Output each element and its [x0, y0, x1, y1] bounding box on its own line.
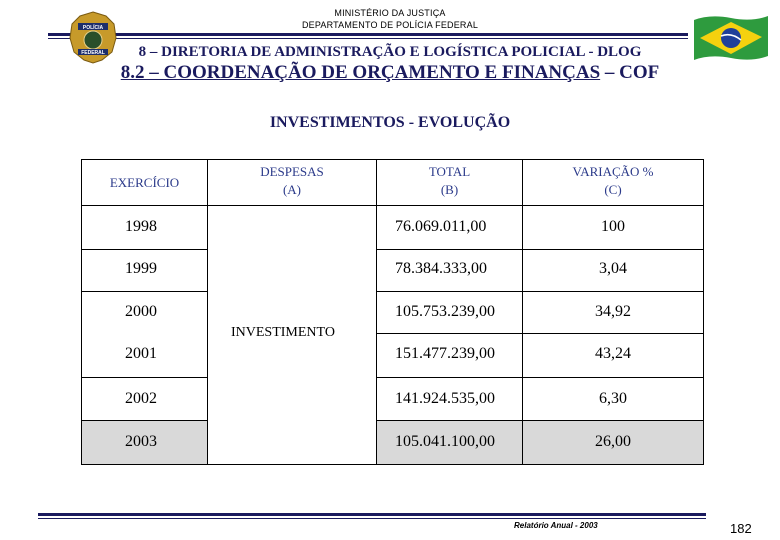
header-despesas	[207, 163, 377, 199]
row-variation: 34,92	[595, 303, 631, 320]
header-rule	[48, 33, 688, 36]
header-variacao-code: (C)	[604, 182, 622, 197]
row-divider	[81, 291, 208, 292]
row-variation: 26,00	[595, 433, 631, 450]
header-despesas-label: DESPESAS	[260, 164, 324, 179]
row-year: 2001	[125, 345, 157, 362]
section-title-suffix: – COF	[600, 62, 660, 83]
row-total: 105.041.100,00	[395, 433, 495, 450]
investments-table	[81, 159, 704, 465]
row-divider	[376, 249, 704, 250]
badge-text-top: POLÍCIA	[82, 25, 104, 31]
table-title: INVESTIMENTOS - EVOLUÇÃO	[269, 114, 511, 131]
row-divider	[376, 420, 704, 421]
row-variation: 6,30	[599, 390, 627, 407]
header-variacao	[522, 163, 704, 199]
row-variation: 3,04	[599, 260, 627, 277]
row-divider	[81, 377, 208, 378]
row-total: 105.753.239,00	[395, 303, 495, 320]
row-year: 1999	[125, 260, 157, 277]
report-label: Relatório Anual - 2003	[514, 521, 598, 530]
row-variation: 100	[601, 218, 625, 235]
page-number: 182	[730, 521, 752, 536]
row-divider	[81, 249, 208, 250]
footer-rule-thin	[38, 518, 706, 519]
row-divider	[376, 377, 704, 378]
row-total: 76.069.011,00	[395, 218, 487, 235]
header-total-code: (B)	[440, 182, 459, 197]
despesa-type-label: INVESTIMENTO	[231, 325, 335, 340]
header-variacao-label: VARIAÇÃO %	[572, 164, 654, 179]
header-total	[376, 163, 523, 199]
row-year: 2002	[125, 390, 157, 407]
row-total: 151.477.239,00	[395, 345, 495, 362]
row-year: 1998	[125, 218, 157, 235]
row-divider	[376, 333, 704, 334]
row-divider	[81, 420, 208, 421]
footer-rule	[38, 513, 706, 516]
department-name: DEPARTAMENTO DE POLÍCIA FEDERAL	[301, 20, 479, 30]
header-rule-thin	[48, 38, 688, 39]
row-year: 2003	[125, 433, 157, 450]
header-exercicio: EXERCÍCIO	[109, 175, 180, 190]
ministry-name: MINISTÉRIO DA JUSTIÇA	[334, 8, 446, 18]
header-total-label: TOTAL	[428, 164, 471, 179]
header-despesas-code: (A)	[282, 182, 302, 197]
badge-text-bottom: FEDERAL	[81, 50, 105, 56]
directorate-title: 8 – DIRETORIA DE ADMINISTRAÇÃO E LOGÍSTICA POLICIAL - DLOG	[138, 44, 642, 60]
section-title	[0, 62, 780, 84]
row-total: 141.924.535,00	[395, 390, 495, 407]
row-divider	[376, 291, 704, 292]
row-year: 2000	[125, 303, 157, 320]
section-title-main: 8.2 – COORDENAÇÃO DE ORÇAMENTO E FINANÇAS	[120, 62, 601, 83]
row-variation: 43,24	[595, 345, 631, 362]
row-total: 78.384.333,00	[395, 260, 487, 277]
